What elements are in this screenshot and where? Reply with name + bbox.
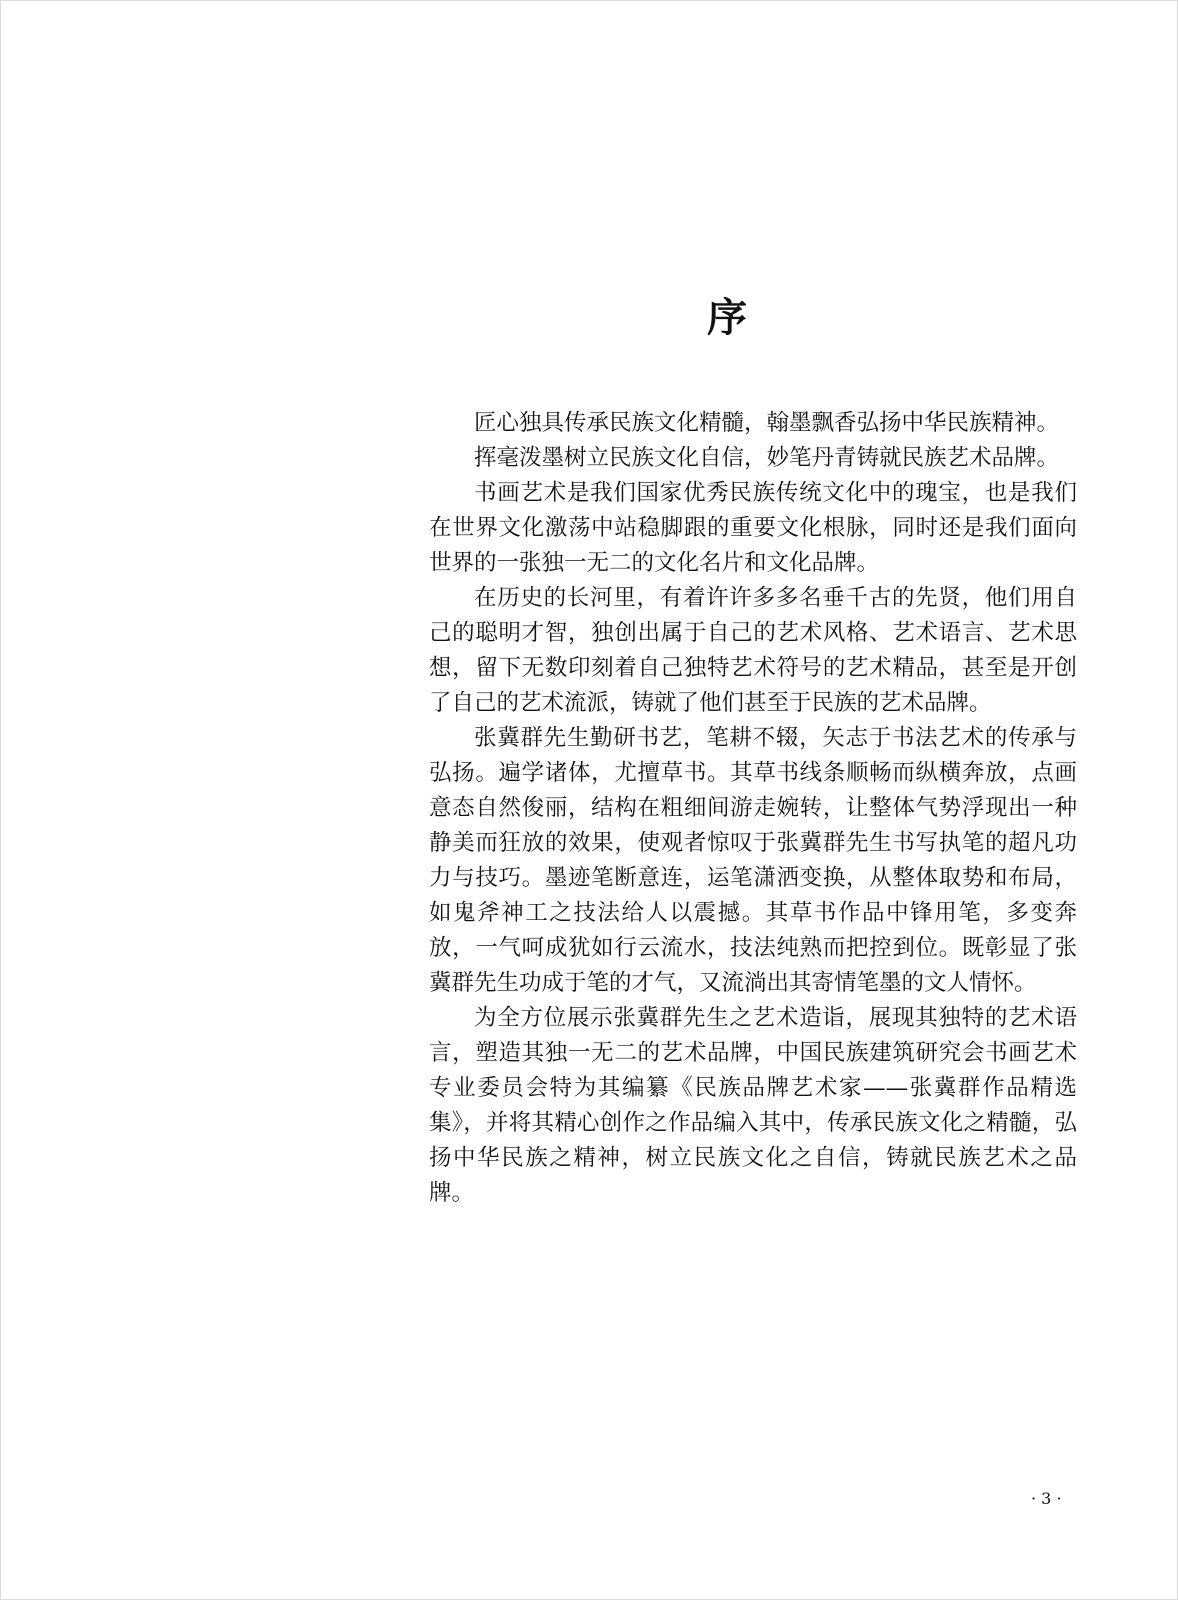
- paragraph-6: 为全方位展示张冀群先生之艺术造诣，展现其独特的艺术语言，塑造其独一无二的艺术品牌，中国民族建筑研究会书画艺术专业委员会特为其编纂《民族品牌艺术家——张冀群作品精选集》，并将其精心创作之作品编入其中，传承民族文化之精髓，弘扬中华民族之精神，树立民族文化之自信，铸就民族艺术之品牌。: [429, 1005, 1077, 1206]
- page-number: · 3 ·: [1031, 1489, 1062, 1508]
- paragraph-4: 在历史的长河里，有着许许多多名垂千古的先贤，他们用自己的聪明才智，独创出属于自己的艺术风格、艺术语言、艺术思想，留下无数印刻着自己独特艺术符号的艺术精品，甚至是开创了自己的艺术流派，铸就了他们甚至于民族的艺术品牌。: [429, 585, 1077, 716]
- preface-body: [429, 406, 1077, 1211]
- paragraph-3: 书画艺术是我们国家优秀民族传统文化中的瑰宝，也是我们在世界文化激荡中站稳脚跟的重要文化根脉，同时还是我们面向世界的一张独一无二的文化名片和文化品牌。: [429, 480, 1077, 576]
- paragraph-1: 匠心独具传承民族文化精髓，翰墨飘香弘扬中华民族精神。: [474, 410, 1060, 436]
- paragraph-5: 张冀群先生勤研书艺，笔耕不辍，矢志于书法艺术的传承与弘扬。遍学诸体，尤擅草书。其草书线条顺畅而纵横奔放，点画意态自然俊丽，结构在粗细间游走婉转，让整体气势浮现出一种静美而狂放的效果，使观者惊叹于张冀群先生书写执笔的超凡功力与技巧。墨迹笔断意连，运笔潇洒变换，从整体取势和布局，如鬼斧神工之技法给人以震撼。其草书作品中锋用笔，多变奔放，一气呵成犹如行云流水，技法纯熟而把控到位。既彰显了张冀群先生功成于笔的才气，又流淌出其寄情笔墨的文人情怀。: [429, 725, 1077, 996]
- paragraph-2: 挥毫泼墨树立民族文化自信，妙笔丹青铸就民族艺术品牌。: [474, 445, 1060, 471]
- page-title: 序: [707, 294, 747, 341]
